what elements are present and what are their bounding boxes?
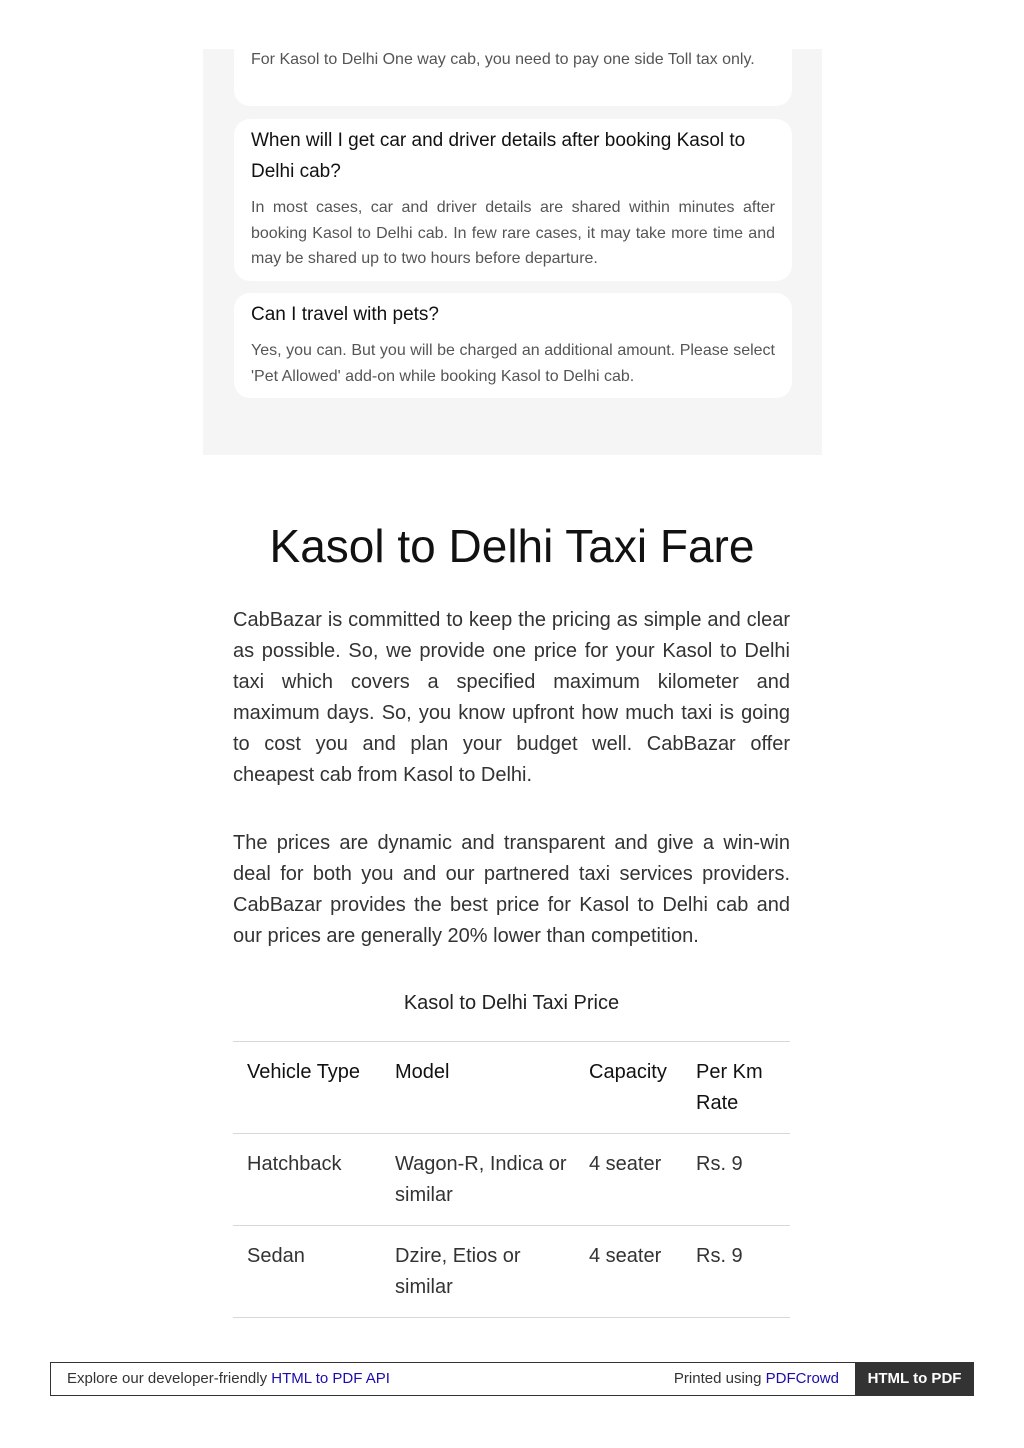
cell-vehicle-type: Sedan [233,1226,381,1318]
faq-section [203,49,822,455]
header-vehicle-type: Vehicle Type [233,1042,381,1134]
page-title: Kasol to Delhi Taxi Fare [269,520,755,572]
faq-answer: In most cases, car and driver details are shared within minutes after booking Kasol to Delhi cab. In few rare cases, it may take more time and may be shared up to two hours before departure. [251,199,775,267]
footer-left-text: Explore our developer-friendly [67,1370,272,1387]
table-row [233,1134,790,1226]
faq-item-pets [234,293,792,398]
table-row [233,1226,790,1318]
footer-right [674,1363,839,1395]
header-per-km-rate: Per Km Rate [682,1042,790,1134]
cell-per-km-rate: Rs. 9 [682,1134,790,1226]
faq-item-driver-details [234,119,792,281]
faq-answer: Yes, you can. But you will be charged an additional amount. Please select 'Pet Allowed' add-on while booking Kasol to Delhi cab. [251,342,775,385]
table-header-row [233,1042,790,1134]
cell-vehicle-type: Hatchback [233,1134,381,1226]
price-table-caption: Kasol to Delhi Taxi Price [403,992,620,1014]
cell-model: Wagon-R, Indica or similar [381,1134,575,1226]
pdfcrowd-footer [50,1362,974,1396]
cell-capacity: 4 seater [575,1226,682,1318]
faq-answer: For Kasol to Delhi One way cab, you need to pay one side Toll tax only. [251,51,755,68]
html-to-pdf-api-link[interactable]: HTML to PDF API [271,1370,390,1387]
price-table [233,1041,790,1318]
footer-right-text: Printed using [673,1370,766,1387]
cell-capacity: 4 seater [575,1134,682,1226]
cell-model: Dzire, Etios or similar [381,1226,575,1318]
faq-question: Can I travel with pets? [251,304,439,325]
fare-paragraph-pricing: CabBazar is committed to keep the pricing as simple and clear as possible. So, we provide one price for your Kasol to Delhi taxi which covers a specified maximum kilometer and maximum days. So, you know upfront how much taxi is going to cost you and plan your budget well. CabBazar offer cheapest cab from Kasol to Delhi. [233,609,790,786]
fare-paragraph-dynamic: The prices are dynamic and transparent and give a win-win deal for both you and our partnered taxi services providers. CabBazar provides the best price for Kasol to Delhi cab and our prices are generally 20% lower than competition. [233,832,790,947]
html-to-pdf-badge[interactable]: HTML to PDF [855,1362,974,1396]
cell-per-km-rate: Rs. 9 [682,1226,790,1318]
faq-item-toll-tax [234,47,792,106]
header-model: Model [381,1042,575,1134]
footer-left [67,1363,390,1395]
header-capacity: Capacity [575,1042,682,1134]
faq-question: When will I get car and driver details after booking Kasol to Delhi cab? [251,130,746,182]
pdfcrowd-link[interactable]: PDFCrowd [765,1370,839,1387]
